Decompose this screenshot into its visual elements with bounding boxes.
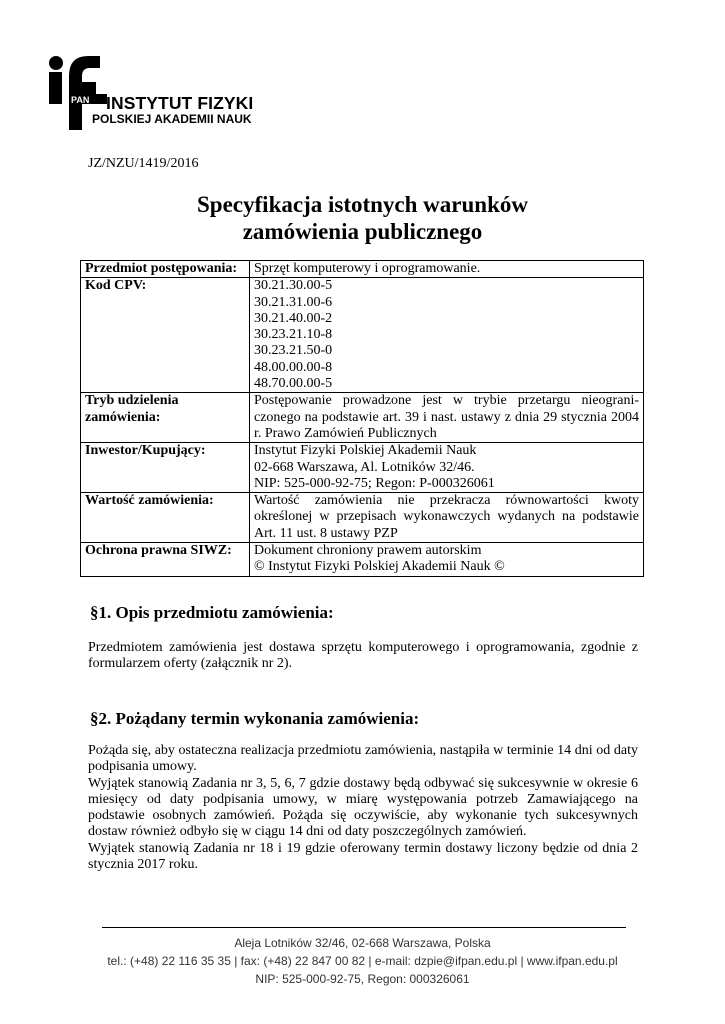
row-value <box>250 443 644 493</box>
row-value <box>250 278 644 393</box>
value-line: © Instytut Fizyki Polskiej Akademii Nauk © <box>254 559 505 575</box>
row-label: Kod CPV: <box>81 278 250 393</box>
row-value <box>250 493 644 543</box>
specification-table <box>80 260 644 577</box>
section1-text: Przedmiotem zamówienia jest dostawa sprzętu komputerowego i oprogramowania, zgodnie z formularzem oferty (załącznik nr 2). <box>88 640 638 672</box>
cpv-code: 30.23.21.10-8 <box>254 327 333 343</box>
table-row <box>81 261 644 278</box>
table-row <box>81 543 644 577</box>
value-line: Postępowanie prowadzone jest w trybie przetargu nieograni-czonego na podstawie art. 39 i nast. ustawy z dnia 29 stycznia 2004 r. Prawo Zamówień Publicznych <box>254 393 639 441</box>
footer-tax-ids: NIP: 525-000-92-75, Regon: 000326061 <box>255 972 470 986</box>
section2-paragraph: Pożąda się, aby ostateczna realizacja przedmiotu zamówienia, nastąpiła w terminie 14 dni od daty podpisania umowy. <box>88 743 638 775</box>
section1-heading: §1. Opis przedmiotu zamówienia: <box>90 603 334 622</box>
value-line: 02-668 Warszawa, Al. Lotników 32/46. <box>254 459 475 475</box>
logo-line2: POLSKIEJ AKADEMII NAUK <box>92 112 252 126</box>
svg-text:PAN: PAN <box>71 95 90 105</box>
section2-paragraph: Wyjątek stanowią Zadania nr 18 i 19 gdzie oferowany termin dostawy liczony będzie od dnia 2 stycznia 2017 roku. <box>88 840 638 873</box>
row-label: Przedmiot postępowania: <box>81 261 250 278</box>
value-line: Instytut Fizyki Polskiej Akademii Nauk <box>254 443 477 459</box>
footer-address: Aleja Lotników 32/46, 02-668 Warszawa, Polska <box>234 936 491 950</box>
cpv-code: 48.70.00.00-5 <box>254 376 333 392</box>
cpv-code: 48.00.00.00-8 <box>254 359 333 375</box>
value-line: Sprzęt komputerowy i oprogramowanie. <box>254 261 481 276</box>
cpv-code: 30.21.40.00-2 <box>254 310 333 326</box>
value-line: Wartość zamówienia nie przekracza równowartości kwoty określonej w przepisach wykonawczych wydanych na podstawie Art. 11 ust. 8 ustawy PZP <box>254 493 639 541</box>
row-label: Tryb udzielenia zamówienia: <box>81 393 250 443</box>
row-value <box>250 543 644 577</box>
title-line2: zamówienia publicznego <box>242 219 483 244</box>
row-value <box>250 393 644 443</box>
section2-paragraph: Wyjątek stanowią Zadania nr 3, 5, 6, 7 gdzie dostawy będą odbywać się sukcesywnie w okresie 6 miesięcy od daty podpisania umowy, w miarę występowania potrzeb Zamawiającego na podstawie osobnych zamówień. Pożąda się oczywiście, aby wykonanie tych sukcesywnych dostaw również odbyło się w ciągu 14 dni od daty poszczególnych zamówień. <box>88 775 638 840</box>
row-value <box>250 261 644 278</box>
document-title <box>0 191 725 245</box>
value-line: Dokument chroniony prawem autorskim <box>254 543 482 559</box>
value-line: NIP: 525-000-92-75; Regon: P-000326061 <box>254 475 495 491</box>
row-label: Inwestor/Kupujący: <box>81 443 250 493</box>
table-row <box>81 393 644 443</box>
institute-logo <box>48 54 254 130</box>
cpv-code: 30.23.21.50-0 <box>254 343 333 359</box>
table-row <box>81 443 644 493</box>
footer-contact: tel.: (+48) 22 116 35 35 | fax: (+48) 22 847 00 82 | e-mail: dzpie@ifpan.edu.pl | www.ifpan.edu.pl <box>107 954 618 968</box>
reference-number: JZ/NZU/1419/2016 <box>88 156 199 171</box>
section2-body <box>88 743 638 873</box>
table-row <box>81 493 644 543</box>
row-label: Wartość zamówienia: <box>81 493 250 543</box>
footer-divider <box>102 927 626 928</box>
logo-line1: INSTYTUT FIZYKI <box>106 93 254 113</box>
cpv-code: 30.21.30.00-5 <box>254 278 333 294</box>
table-row <box>81 278 644 393</box>
row-label: Ochrona prawna SIWZ: <box>81 543 250 577</box>
title-line1: Specyfikacja istotnych warunków <box>197 192 528 217</box>
section2-heading: §2. Pożądany termin wykonania zamówienia: <box>90 709 420 728</box>
cpv-code: 30.21.31.00-6 <box>254 294 333 310</box>
